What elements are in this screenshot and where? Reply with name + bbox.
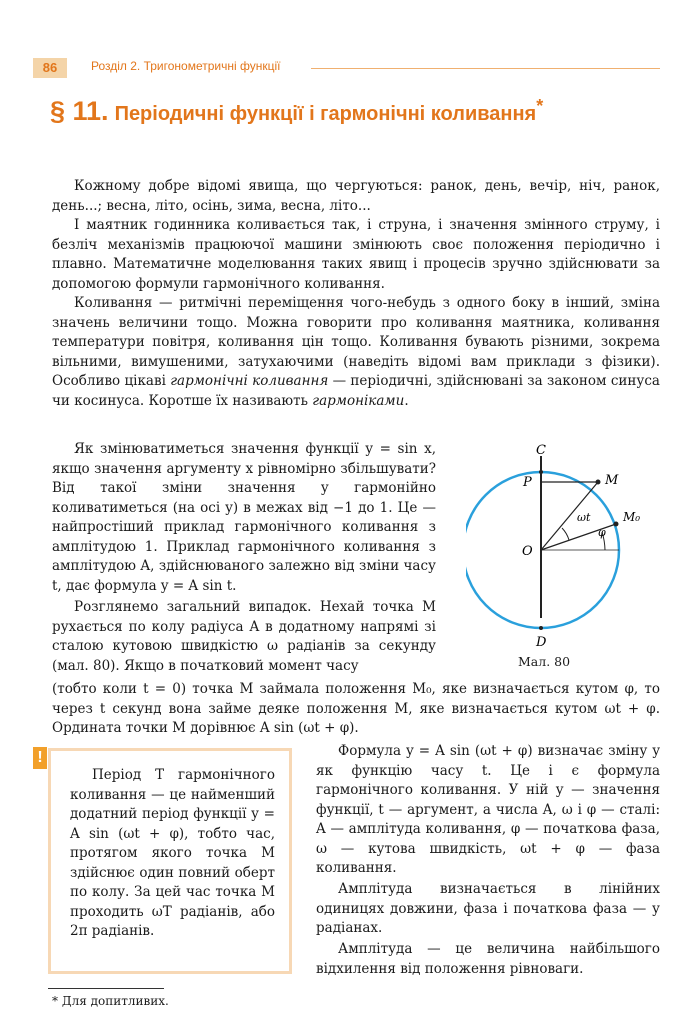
footnote-divider — [48, 988, 164, 989]
paragraph-3-text: Коливання — ритмічні переміщення чого-небудь з одного боку в інший, зміна значень величини тощо. Можна говорити про коливання маятника, коливання температури повітря, коливання цін тощо. Коливання бувають різними, зокрема вільними, вимушеними, затухаючими (наведіть відомі вам приклади з фізики). Особливо цікаві — [52, 295, 660, 389]
paragraph-7: Формула y = A sin (ωt + φ) визначає зміну y як функцію часу t. Це і є формула гармонічного коливання. У ній y — значення функції, t — аргумент, а числа A, ω і φ — сталі: A — амплітуда коливання, φ — початкова фаза, ω — кутова швидкість, ωt + φ — фаза коливання. — [316, 743, 660, 876]
figure-caption: Мал. 80 — [518, 654, 571, 669]
paragraph-8: Амплітуда визначається в лінійних одиницях довжини, фаза і початкова фаза — у радіанах. — [316, 881, 660, 936]
label-o: O — [522, 544, 533, 559]
paragraph-5: Розглянемо загальний випадок. Нехай точка M рухається по колу радіуса A в додатному напрямі зі сталою кутовою швидкістю ω радіанів за секунду (мал. 80). Якщо в початковий момент часу — [52, 599, 436, 674]
paragraph-3-tail: — періодичні, здійснювані за законом синуса чи косинуса. Коротше їх називають — [52, 373, 660, 409]
paragraph-1: Кожному добре відомі явища, що чергуються: ранок, день, вечір, ніч, ранок, день...; весна, літо, осінь, зима, весна, літо... — [52, 178, 660, 214]
point-d — [539, 626, 543, 630]
page-header — [33, 58, 660, 78]
chapter-title: Розділ 2. Тригонометричні функції — [91, 59, 281, 73]
point-m — [596, 480, 601, 485]
paragraph-3-end: . — [404, 392, 409, 409]
page-number: 86 — [33, 58, 67, 78]
label-m0: M₀ — [623, 510, 641, 524]
warning-icon: ! — [33, 747, 47, 769]
term-harmonic: гармонічні коливання — [170, 373, 329, 389]
term-harmonics: гармоніками — [312, 392, 405, 409]
section-title: Періодичні функції і гармонічні коливання — [114, 103, 537, 125]
paragraph-6: (тобто коли t = 0) точка M займала положення M₀, яке визначається кутом φ, то через t секунд вона займе деяке положення M, яке визначається кутом ωt + φ. Ордината точки M дорівнює A sin (ωt + φ). — [52, 681, 660, 736]
header-divider — [311, 68, 660, 69]
angle-wt-arc — [562, 528, 569, 540]
section-heading — [50, 96, 680, 127]
figure-unit-circle — [466, 440, 666, 670]
paragraph-3 — [52, 294, 660, 411]
label-wt: ωt — [577, 511, 591, 524]
point-c — [539, 470, 543, 474]
label-m: M — [605, 473, 619, 488]
label-c: C — [536, 443, 546, 458]
label-phi: φ — [598, 526, 606, 539]
section-footnote-mark: * — [536, 96, 544, 116]
footnote: * Для допитливих. — [52, 994, 169, 1008]
label-d: D — [536, 635, 547, 650]
paragraph-2: І маятник годинника коливається так, і струна, і значення змінного струму, і безліч механізмів працюючої машини змінюють своє положення періодично і плавно. Математичне моделювання таких явищ і процесів зручно здійснювати за допомогою формули гармонічного коливання. — [52, 217, 660, 292]
note-text: Період T гармонічного коливання — це найменший додатний період функції y = A sin (ωt + φ), тобто час, протягом якого точка M здійснює один повний оберт по колу. За цей час точка M проходить ωT радіанів, або 2π радіанів. — [70, 767, 275, 939]
section-number: § 11. — [50, 96, 109, 126]
label-p: P — [523, 475, 532, 490]
paragraph-9: Амплітуда — це величина найбільшого відхилення від положення рівноваги. — [316, 941, 660, 977]
point-m0 — [614, 522, 619, 527]
paragraph-4: Як змінюватиметься значення функції y = sin x, якщо значення аргументу x рівномірно збільшувати? Від такої зміни значення y гармонійно коливатиметься (на осі y) в межах від −1 до 1. Це — найпростіший приклад гармонічного коливання з амплітудою 1. Приклад гармонічного коливання з амплітудою A, здійснюваного залежно від зміни часу t, дає формула y = A sin t. — [52, 441, 436, 594]
